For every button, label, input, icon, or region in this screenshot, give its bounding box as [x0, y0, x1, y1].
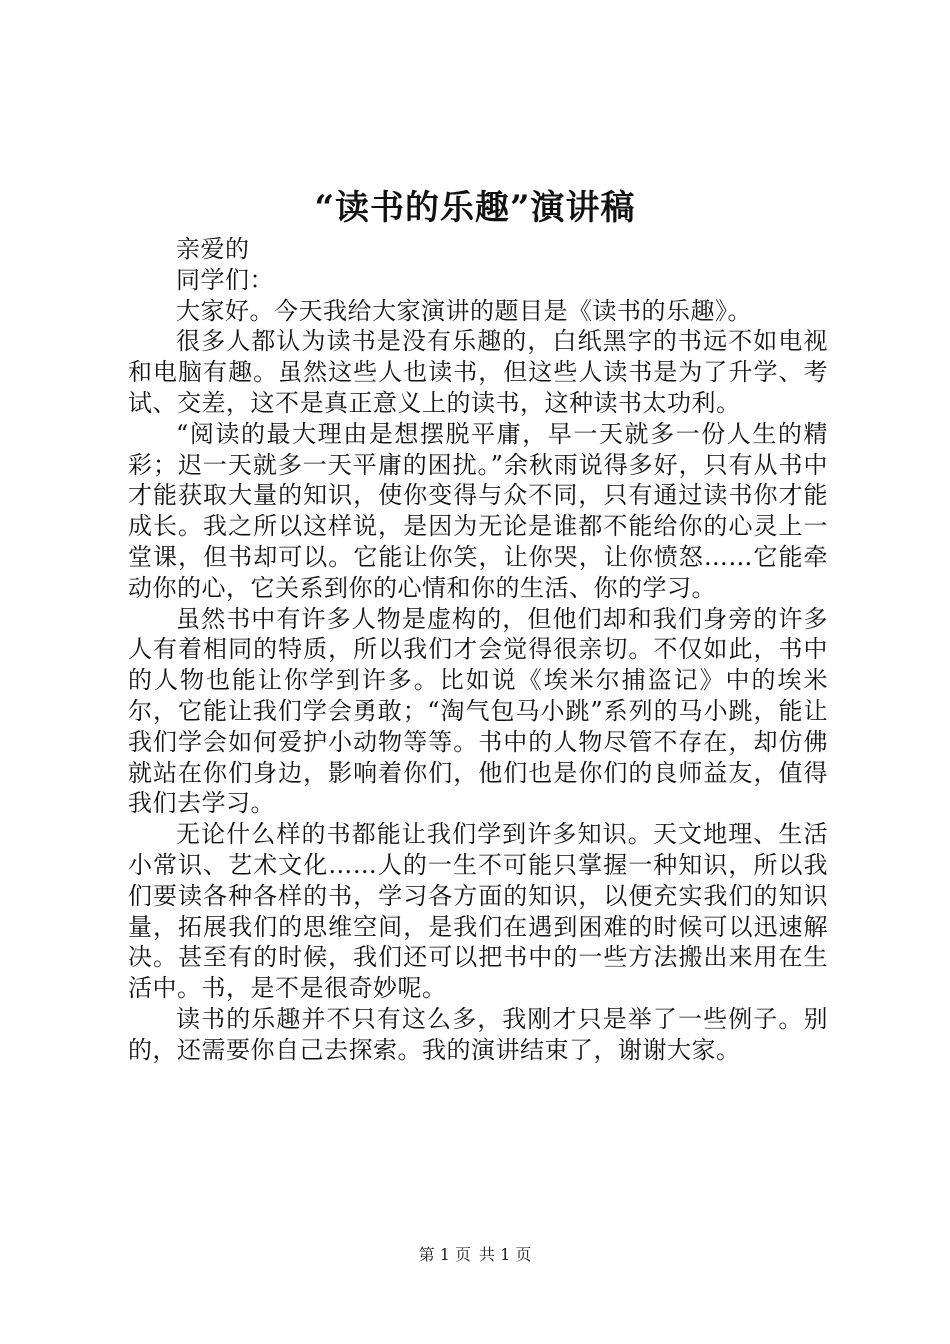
document-body: [128, 234, 828, 1066]
salutation-line-1: 亲爱的: [176, 235, 250, 263]
paragraph-greeting: 大家好。今天我给大家演讲的题目是《读书的乐趣》。: [176, 296, 752, 325]
paragraph-1: 很多人都认为读书是没有乐趣的，白纸黑字的书远不如电视和电脑有趣。虽然这些人也读书，但这些人读书是为了升学、考试、交差，这不是真正意义上的读书，这种读书太功利。: [128, 327, 828, 417]
paragraph-2: “阅读的最大理由是想摆脱平庸，早一天就多一份人生的精彩；迟一天就多一天平庸的困扰。”余秋雨说得多好，只有从书中才能获取大量的知识，使你变得与众不同，只有通过读书你才能成长。我之所以这样说，是因为无论是谁都不能给你的心灵上一堂课，但书却可以。它能让你笑，让你哭，让你愤怒……它能牵动你的心，它关系到你的心情和你的生活、你的学习。: [128, 419, 828, 602]
page-footer: [0, 1245, 950, 1265]
paragraph-3: 虽然书中有许多人物是虚构的，但他们却和我们身旁的许多人有着相同的特质，所以我们才会觉得很亲切。不仅如此，书中的人物也能让你学到许多。比如说《埃米尔捕盗记》中的埃米尔，它能让我们学会勇敢；“淘气包马小跳”系列的马小跳，能让我们学会如何爱护小动物等等。书中的人物尽管不存在，却仿佛就站在你们身边，影响着你们，他们也是你们的良师益友，值得我们去学习。: [128, 604, 828, 818]
document-title: “读书的乐趣”演讲稿: [314, 188, 636, 228]
salutation-line-2: 同学们：: [176, 265, 274, 294]
page-total: 共 1 页: [479, 1245, 532, 1264]
paragraph-closing: 读书的乐趣并不只有这么多，我刚才只是举了一些例子。别的，还需要你自己去探索。我的演讲结束了，谢谢大家。: [128, 1004, 828, 1064]
page-number: 第 1 页: [418, 1245, 471, 1264]
paragraph-4: 无论什么样的书都能让我们学到许多知识。天文地理、生活小常识、艺术文化……人的一生不可能只掌握一种知识，所以我们要读各种各样的书，学习各方面的知识，以便充实我们的知识量，拓展我们的思维空间，是我们在遇到困难的时候可以迅速解决。甚至有的时候，我们还可以把书中的一些方法搬出来用在生活中。书，是不是很奇妙呢。: [128, 820, 828, 1003]
